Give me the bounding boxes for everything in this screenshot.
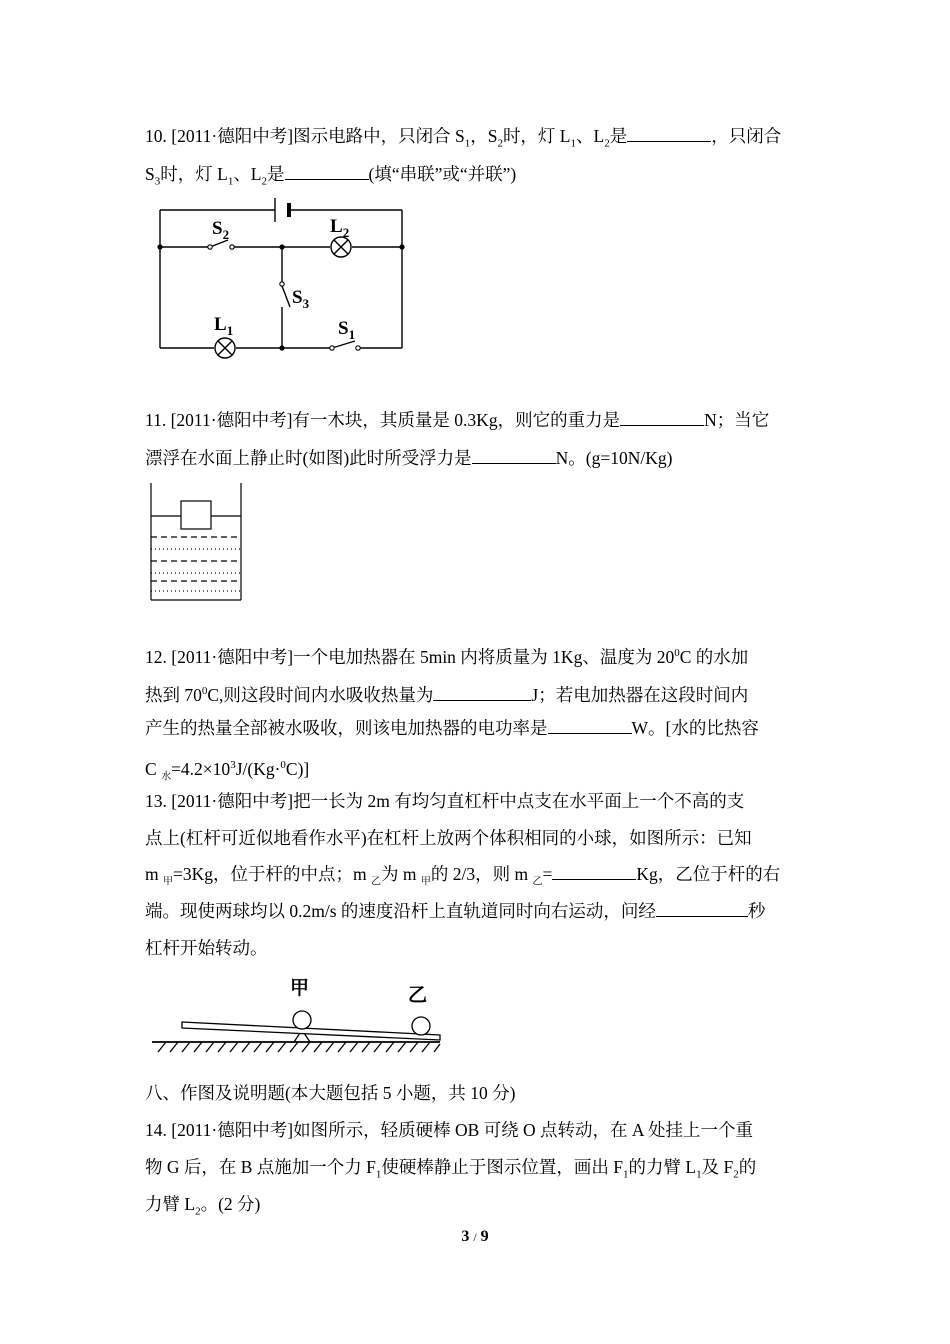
answer-blank — [472, 446, 556, 464]
q14-line2: 物 G 后，在 B 点施加一个力 $F_1$使硬棒静止于图示位置，画出 $F_1$的力臂 $L_1$及 $F_2$的 — [145, 1157, 757, 1181]
l1-label: $L_1$ — [214, 314, 234, 338]
s1-label: $S_1$ — [338, 318, 356, 342]
q13-line2: 点上(杠杆可近似地看作水平)在杠杆上放两个体积相同的小球，如图所示：已知 — [145, 828, 752, 848]
answer-blank — [656, 899, 748, 917]
answer-blank — [433, 683, 531, 701]
q12-line1: 12. [2011·德阳中考]一个电加热器在 5min 内将质量为 1Kg、温度为 $20^0C$ 的水加 — [145, 646, 749, 667]
lever-diagram — [150, 972, 445, 1057]
label-jia: 甲 — [290, 977, 310, 999]
circuit-diagram — [150, 190, 415, 365]
page-number: 3 / 9 — [461, 1228, 489, 1245]
q10-line2: $S_3$时，灯 $L_1$、$L_2$是 (填“串联”或“并联”) — [145, 164, 517, 188]
q14-line3: 力臂 $L_2$。(2 分) — [145, 1194, 261, 1218]
s3-label: $S_3$ — [292, 287, 310, 311]
answer-blank — [548, 716, 632, 734]
q11-line2: 漂浮在水面上静止时(如图)此时所受浮力是 N。(g=10N/Kg) — [145, 448, 673, 468]
answer-blank — [552, 862, 636, 880]
q13-line1: 13. [2011·德阳中考]把一长为 2m 有均匀直杠杆中点支在水平面上一个不高的支 — [145, 791, 745, 811]
q10-line1: 10. [2011·德阳中考]图示电路中，只闭合 $S_1$，$S_2$时，灯 $L_1$、$L_2$是 ，只闭合 — [145, 126, 782, 150]
q12-line2: 热到 $70^0C$,则这段时间内水吸收热量为 J；若电加热器在这段时间内 — [145, 684, 749, 705]
q13-line3: m $_甲$=3Kg，位于杆的中点；m $_乙$为 m $_甲$的 2/3，则 m $_乙$= Kg，乙位于杆的右 — [145, 864, 781, 888]
q11-line1: 11. [2011·德阳中考]有一木块，其质量是 0.3Kg，则它的重力是 N；当它 — [145, 410, 770, 430]
q12-line3: 产生的热量全部被水吸收，则该电加热器的电功率是 W。[水的比热容 — [145, 718, 759, 738]
answer-blank — [285, 162, 369, 180]
label-yi: 乙 — [408, 984, 428, 1006]
answer-blank — [627, 124, 711, 142]
q13-line5: 杠杆开始转动。 — [145, 938, 268, 958]
q13-line4: 端。现使两球均以 0.2m/s 的速度沿杆上直轨道同时向右运动，问经 秒 — [145, 901, 766, 921]
answer-blank — [620, 408, 704, 426]
l2-label: $L_2$ — [330, 216, 350, 240]
section-heading: 八、作图及说明题(本大题包括 5 小题，共 10 分) — [145, 1083, 516, 1103]
s2-label: $S_2$ — [212, 218, 230, 242]
q14-line1: 14. [2011·德阳中考]如图所示，轻质硬棒 OB 可绕 O 点转动，在 A 处挂上一个重 — [145, 1120, 753, 1140]
beaker-diagram — [148, 483, 244, 603]
q12-line4: C $_水=4.2\times 10^3J/(Kg\cdot^0C)$] — [145, 758, 310, 783]
